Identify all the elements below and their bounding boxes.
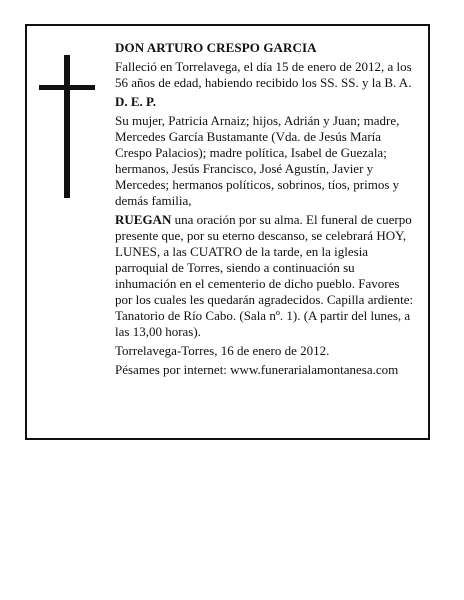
condolences-website: Pésames por internet: www.funerarialamontanesa.com [115,362,399,377]
cross-horizontal-bar [39,85,95,90]
dep-heading: D. E. P. [115,94,157,109]
death-info: Falleció en Torrelavega, el día 15 de enero de 2012, a los 56 años de edad, habiendo recibido los SS. SS. y la B. A. [115,59,412,90]
notice-text [115,40,417,381]
funeral-details: una oración por su alma. El funeral de cuerpo presente que, por su eterno descanso, se celebrará HOY, LUNES, a las CUATRO de la tarde, en la iglesia parroquial de Torres, siendo a continuación su inhumación en el cementerio de dicho pueblo. Favores por los cuales les quedarán agradecidos. Capilla ardiente: Tanatorio de Río Cabo. (Sala nº. 1). (A partir del lunes, a las 13,00 horas). [115,212,414,339]
family-list: Su mujer, Patricia Arnaiz; hijos, Adrián y Juan; madre, Mercedes García Bustamante (Vda. de Jesús María Crespo Palacios); madre política, Isabel de Guezala; hermanos, Jesús Francisco, José Agustín, Javier y Mercedes; hermanos políticos, sobrinos, tíos, primos y demás familia, [115,113,400,208]
cross-vertical-bar [64,55,70,198]
place-date: Torrelavega-Torres, 16 de enero de 2012. [115,343,330,358]
deceased-name: DON ARTURO CRESPO GARCIA [115,40,317,55]
ruegan-label: RUEGAN [115,212,172,227]
funeral-paragraph [115,212,417,340]
cross-icon [39,55,95,198]
obituary-notice [25,24,430,440]
